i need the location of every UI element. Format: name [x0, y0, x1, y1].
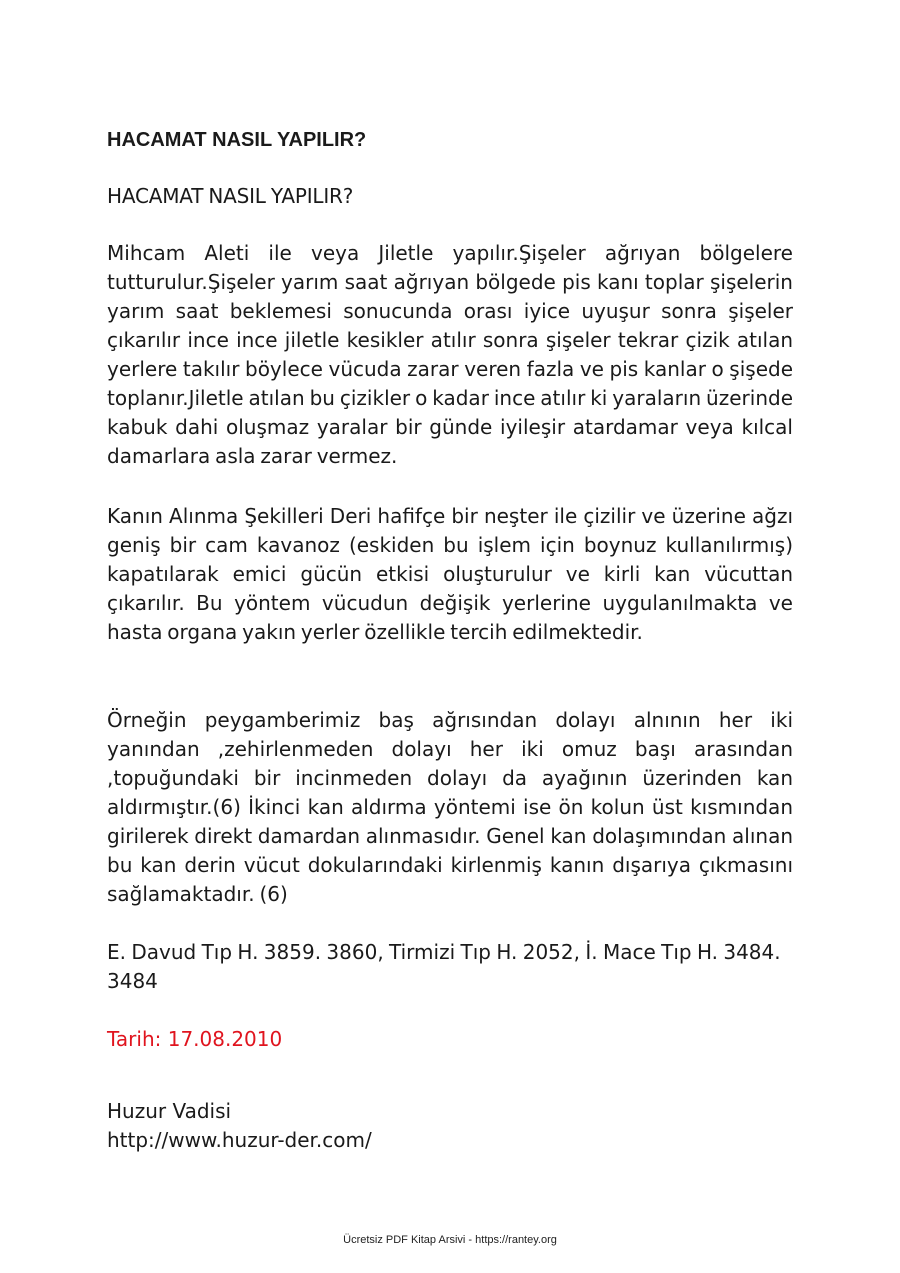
- paragraph-procedure: Mihcam Aleti ile veya Jiletle yapılır.Şişeler ağrıyan bölgelere tutturulur.Şişeler yarım saat ağrıyan bölgede pis kanı toplar şişelerin yarım saat beklemesi sonucunda orası iyice uyuşur sonra şişeler çıkarılır ince ince jiletle kesikler atılır sonra şişeler tekrar çizik atılan yerlere takılır böylece vücuda zarar veren fazla ve pis kanlar o şişede toplanır.Jiletle atılan bu çizikler o kadar ince atılır ki yaraların üzerinde kabuk dahi oluşmaz yaralar bir günde iyileşir atardamar veya kılcal damarlara asla zarar vermez.: [107, 241, 793, 468]
- paragraph-methods: Kanın Alınma Şekilleri Deri hafifçe bir neşter ile çizilir ve üzerine ağzı geniş bir cam kavanoz (eskiden bu işlem için boynuz kullanılırmış) kapatılarak emici gücün etkisi oluşturulur ve kirli kan vücuttan çıkarılır. Bu yöntem vücudun değişik yerlerine uygulanılmakta ve hasta organa yakın yerler özellikle tercih edilmektedir.: [107, 504, 793, 644]
- signature-block: [107, 1097, 793, 1155]
- date-line: Tarih: 17.08.2010: [107, 1027, 283, 1051]
- page-title: HACAMAT NASIL YAPILIR?: [107, 129, 367, 151]
- signature-url[interactable]: http://www.huzur-der.com/: [107, 1128, 372, 1152]
- page-subtitle: HACAMAT NASIL YAPILIR?: [107, 184, 354, 208]
- signature-name: Huzur Vadisi: [107, 1099, 232, 1123]
- paragraph-examples: Örneğin peygamberimiz baş ağrısından dolayı alnının her iki yanından ,zehirlenmeden dolayı her iki omuz başı arasından ,topuğundaki bir incinmeden dolayı da ayağının üzerinden kan aldırmıştır.(6) İkinci kan aldırma yöntemi ise ön kolun üst kısmından girilerek direkt damardan alınmasıdır. Genel kan dolaşımından alınan bu kan derin vücut dokularındaki kirlenmiş kanın dışarıya çıkmasını sağlamaktadır. (6): [107, 708, 793, 906]
- paragraph-references: E. Davud Tıp H. 3859. 3860, Tirmizi Tıp H. 2052, İ. Mace Tıp H. 3484. 3484: [107, 940, 781, 993]
- page-footer: Ücretsiz PDF Kitap Arsivi - https://rantey.org: [343, 1234, 557, 1246]
